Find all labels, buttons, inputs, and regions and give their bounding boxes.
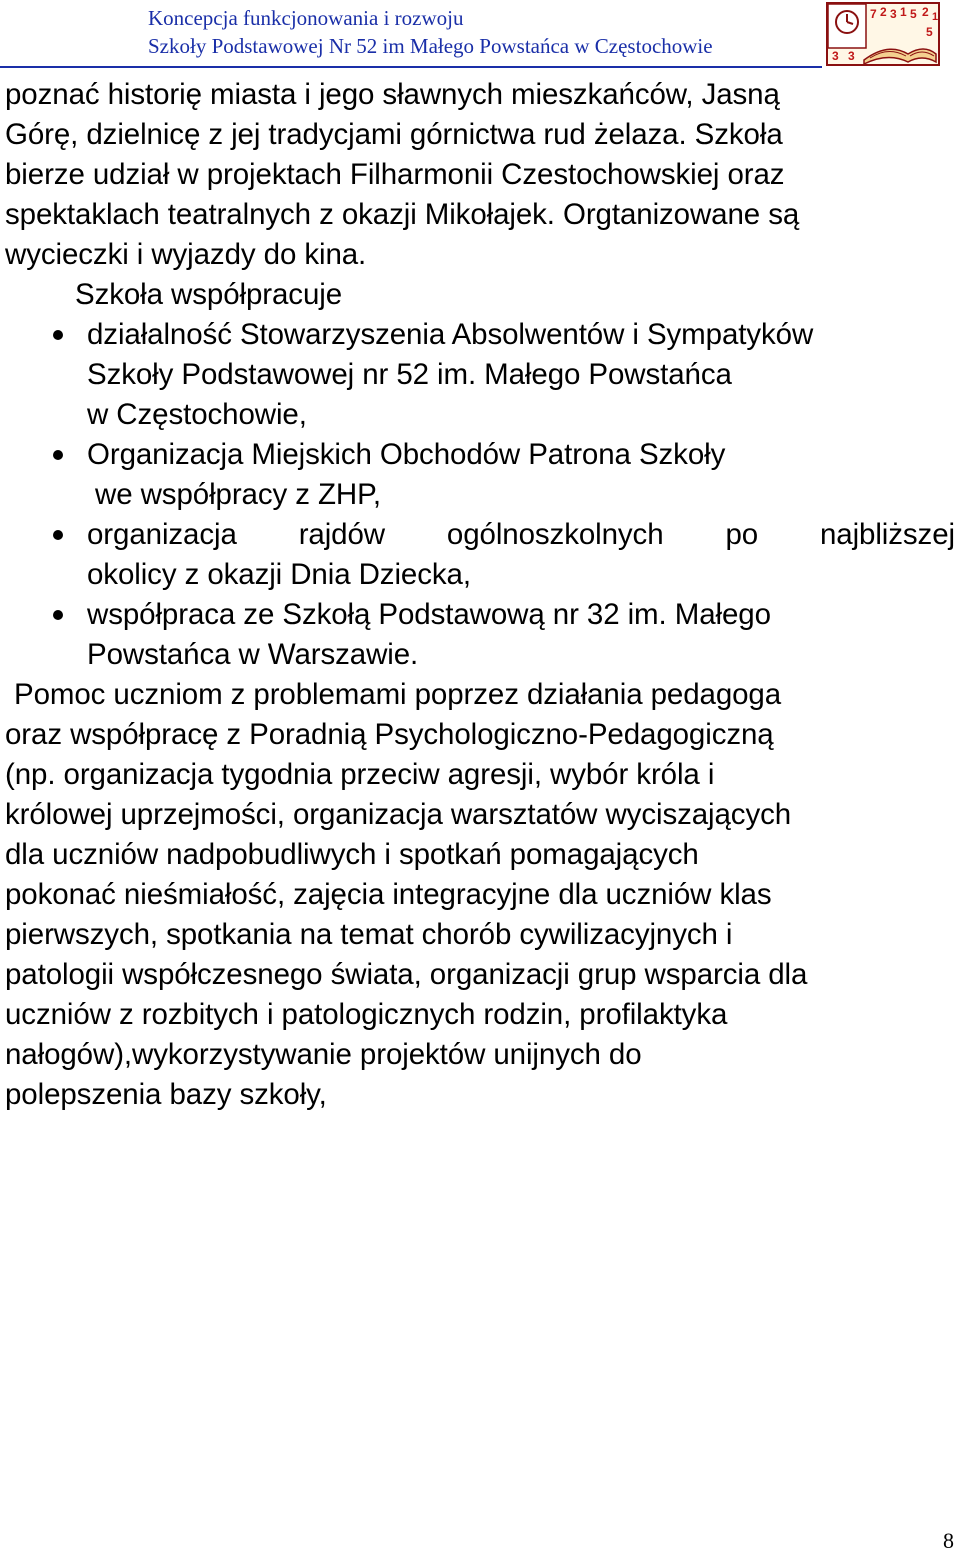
text-line: patologii współczesnego świata, organizacji grup wsparcia dla <box>5 958 808 991</box>
text-line: dla uczniów nadpobudliwych i spotkań pomagających <box>5 838 699 871</box>
text-line: uczniów z rozbitych i patologicznych rodzin, profilaktyka <box>5 998 728 1031</box>
list-item-text: współpraca ze Szkołą Podstawową nr 32 im. Małego <box>87 598 771 631</box>
list-item-text: działalność Stowarzyszenia Absolwentów i Sympatyków <box>87 318 814 351</box>
text-line: (np. organizacja tygodnia przeciw agresji, wybór króla i <box>5 758 715 791</box>
bullet-icon <box>53 330 63 340</box>
text-line: Górę, dzielnicę z jej tradycjami górnictwa rud żelaza. Szkoła <box>5 118 783 151</box>
list-item-line <box>5 435 960 475</box>
header-line-1: Koncepcja funkcjonowania i rozwoju <box>148 6 464 30</box>
text-line: oraz współpracę z Poradnią Psychologiczno-Pedagogiczną <box>5 718 774 751</box>
list-item-line <box>5 595 960 635</box>
page-number: 8 <box>943 1528 954 1553</box>
list-item <box>5 515 960 595</box>
header-title <box>148 4 713 60</box>
list-item-text: Powstańca w Warszawie. <box>87 638 419 671</box>
list-item-text: Szkoły Podstawowej nr 52 im. Małego Powstańca <box>87 358 732 391</box>
bullet-icon <box>53 530 63 540</box>
text-line: bierze udział w projektach Filharmonii Czestochowskiej oraz <box>5 158 785 191</box>
text-line: wycieczki i wyjazdy do kina. <box>5 238 367 271</box>
logo-digit: 7 <box>870 7 877 21</box>
bullet-icon <box>53 450 63 460</box>
list-item-word: najbliższej <box>819 518 955 551</box>
logo-digit: 3 <box>890 7 897 21</box>
intro-paragraph <box>5 75 960 275</box>
logo-digit: 3 <box>832 49 839 63</box>
document-body <box>5 75 960 1115</box>
text-line: pierwszych, spotkania na temat chorób cywilizacyjnych i <box>5 918 733 951</box>
text-line: pokonać nieśmiałość, zajęcia integracyjne dla uczniów klas <box>5 878 772 911</box>
list-item <box>5 435 960 515</box>
book-numbers-logo-icon <box>826 2 940 66</box>
list-item-word: organizacja <box>87 518 237 551</box>
list-item-text: Organizacja Miejskich Obchodów Patrona Szkoły <box>87 438 726 471</box>
list-item-word: rajdów <box>298 518 385 551</box>
logo-digit: 2 <box>880 5 887 19</box>
logo-digit: 5 <box>910 7 917 21</box>
logo-digit: 2 <box>922 5 929 19</box>
support-paragraph <box>5 675 960 1115</box>
text-line: spektaklach teatralnych z okazji Mikołajek. Orgtanizowane są <box>5 198 800 231</box>
cooperation-list <box>5 315 960 675</box>
list-item-line <box>5 315 960 355</box>
list-item-word: po <box>725 518 759 551</box>
logo-digit: 3 <box>848 49 855 63</box>
header-rule <box>0 66 822 68</box>
list-item <box>5 595 960 675</box>
list-item-word: ogólnoszkolnych <box>446 518 664 551</box>
list-item-text: w Częstochowie, <box>87 398 307 431</box>
logo-digit: 5 <box>926 25 933 39</box>
logo-digit: 1 <box>900 5 907 19</box>
list-item-text: we współpracy z ZHP, <box>95 478 381 511</box>
text-line: królowej uprzejmości, organizacja warsztatów wyciszających <box>5 798 792 831</box>
logo-digit: 1 <box>932 11 939 23</box>
page-header <box>0 0 960 68</box>
text-line: Pomoc uczniom z problemami poprzez działania pedagoga <box>14 678 782 711</box>
cooperation-heading: Szkoła współpracuje <box>75 278 343 311</box>
text-line: poznać historię miasta i jego sławnych mieszkańców, Jasną <box>5 78 780 111</box>
header-line-2: Szkoły Podstawowej Nr 52 im Małego Powstańca w Częstochowie <box>148 34 713 58</box>
text-line: nałogów),wykorzystywanie projektów unijnych do <box>5 1038 642 1071</box>
list-item-line <box>5 515 955 555</box>
bullet-icon <box>53 610 63 620</box>
list-item-text: okolicy z okazji Dnia Dziecka, <box>87 558 471 591</box>
text-line: polepszenia bazy szkoły, <box>5 1078 327 1111</box>
list-item <box>5 315 960 435</box>
